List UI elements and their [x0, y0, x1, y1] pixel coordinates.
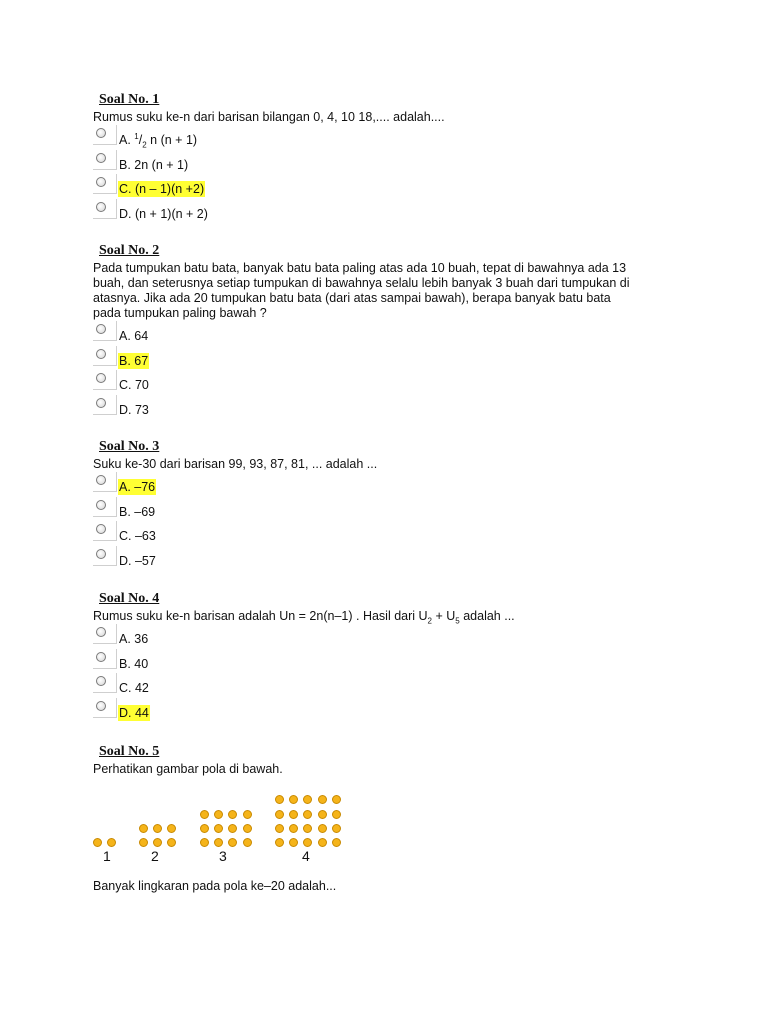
radio-button[interactable]: [96, 676, 106, 686]
option-label-highlighted: B. 67: [119, 353, 149, 368]
radio-button[interactable]: [96, 701, 106, 711]
option-label: A. 36: [119, 632, 149, 646]
option-a[interactable]: [93, 321, 693, 346]
circle-dot: [318, 795, 327, 804]
radio-button[interactable]: [96, 202, 106, 212]
radio-button[interactable]: [96, 153, 106, 163]
radio-button[interactable]: [96, 475, 106, 485]
circle-dot: [303, 838, 312, 847]
option-label: D. –57: [119, 554, 156, 569]
question-5: [93, 743, 693, 777]
circle-dot: [200, 824, 209, 833]
circle-dot: [332, 824, 341, 833]
option-label-highlighted: A. –76: [119, 480, 156, 494]
radio-button[interactable]: [96, 177, 106, 187]
circle-dot: [303, 795, 312, 804]
circle-dot: [228, 824, 237, 833]
radio-button[interactable]: [96, 373, 106, 383]
circle-dot: [214, 810, 223, 819]
question-text: Perhatikan gambar pola di bawah.: [93, 762, 283, 776]
circle-dot: [243, 824, 252, 833]
circle-dot: [275, 795, 284, 804]
radio-button[interactable]: [96, 549, 106, 559]
option-a[interactable]: [93, 472, 693, 497]
radio-button[interactable]: [96, 652, 106, 662]
option-d[interactable]: [93, 546, 693, 571]
circle-dot: [228, 838, 237, 847]
radio-button[interactable]: [96, 500, 106, 510]
circle-dot: [139, 824, 148, 833]
circle-dot: [303, 810, 312, 819]
option-label: B. –69: [119, 504, 156, 519]
radio-button[interactable]: [96, 324, 106, 334]
circle-dot: [228, 810, 237, 819]
option-a[interactable]: [93, 125, 693, 150]
option-label: D. 73: [119, 403, 149, 418]
circle-dot: [93, 838, 102, 847]
pattern-number-label: 2: [151, 848, 159, 864]
circle-dot: [332, 795, 341, 804]
radio-button[interactable]: [96, 524, 106, 534]
circle-dot: [318, 810, 327, 819]
circle-dot: [318, 824, 327, 833]
option-b[interactable]: [93, 649, 693, 674]
option-c[interactable]: [93, 673, 693, 698]
circle-dot: [289, 795, 298, 804]
pattern-group-2: [139, 824, 176, 847]
question-3: [93, 438, 693, 571]
circle-dot: [139, 838, 148, 847]
circle-dot: [167, 824, 176, 833]
option-label: A. $^1/_2$ n (n + 1): [119, 131, 198, 150]
circle-dot: [214, 838, 223, 847]
question-title: Soal No. 4: [99, 591, 160, 606]
question-2: [93, 242, 693, 420]
circle-dot: [200, 838, 209, 847]
circle-dot: [275, 838, 284, 847]
radio-button[interactable]: [96, 398, 106, 408]
circle-dot: [289, 838, 298, 847]
circle-dot: [107, 838, 116, 847]
option-label: B. 2n (n + 1): [119, 157, 189, 172]
option-b[interactable]: [93, 150, 693, 175]
circle-dot: [289, 810, 298, 819]
circle-dot: [214, 824, 223, 833]
question-1: [93, 91, 693, 224]
question-4: [93, 590, 693, 723]
option-label: D. (n + 1)(n + 2): [119, 207, 208, 222]
radio-button[interactable]: [96, 128, 106, 138]
pattern-number-label: 1: [103, 848, 111, 864]
pattern-number-label: 3: [219, 848, 227, 864]
circle-dot: [153, 838, 162, 847]
circle-dot: [332, 810, 341, 819]
circle-dot: [275, 824, 284, 833]
dot-pattern-figure: [93, 789, 393, 869]
question-text: Rumus suku ke-n barisan adalah Un = 2n(n–1) . Hasil dari $U_2 + U_5$ adalah ...: [93, 609, 515, 626]
option-c[interactable]: [93, 370, 693, 395]
circle-dot: [289, 824, 298, 833]
option-d[interactable]: [93, 199, 693, 224]
option-label: C. 42: [119, 681, 149, 696]
circle-dot: [303, 824, 312, 833]
question-title: Soal No. 1: [99, 92, 160, 107]
circle-dot: [275, 810, 284, 819]
circle-dot: [243, 810, 252, 819]
option-label-highlighted: C. (n – 1)(n +2): [119, 182, 205, 197]
question-text: Suku ke-30 dari barisan 99, 93, 87, 81, ... adalah ...: [93, 457, 378, 471]
option-d[interactable]: [93, 395, 693, 420]
option-label: C. –63: [119, 529, 156, 544]
radio-button[interactable]: [96, 349, 106, 359]
closing-question-text: Banyak lingkaran pada pola ke–20 adalah...: [93, 879, 337, 893]
question-title: Soal No. 2: [99, 243, 160, 258]
circle-dot: [200, 810, 209, 819]
circle-dot: [318, 838, 327, 847]
option-a[interactable]: [93, 624, 693, 649]
pattern-number-label: 4: [302, 848, 310, 864]
option-label-highlighted: D. 44: [119, 706, 149, 721]
circle-dot: [167, 838, 176, 847]
option-b[interactable]: [93, 346, 693, 371]
pattern-group-1: [93, 838, 116, 847]
question-title: Soal No. 3: [99, 439, 160, 454]
question-title: Soal No. 5: [99, 744, 160, 759]
option-label: A. 64: [119, 329, 149, 343]
option-b[interactable]: [93, 497, 693, 522]
option-list: [93, 472, 693, 571]
option-c[interactable]: [93, 174, 693, 199]
option-list: [93, 125, 693, 224]
circle-dot: [243, 838, 252, 847]
option-c[interactable]: [93, 521, 693, 546]
circle-dot: [153, 824, 162, 833]
circle-dot: [332, 838, 341, 847]
option-list: [93, 321, 693, 420]
pattern-group-3: [200, 810, 252, 847]
question-text: Pada tumpukan batu bata, banyak batu bata paling atas ada 10 buah, tepat di bawahnya ada 13 buah, dan seterusnya setiap tumpukan di bawahnya selalu lebih banyak 3 buah dari tumpukan di atasnya. Jika ada 20 tumpukan batu bata (dari atas sampai bawah), berapa banyak batu bata pada tumpukan paling bawah ?: [93, 261, 630, 320]
option-d[interactable]: [93, 698, 693, 723]
radio-button[interactable]: [96, 627, 106, 637]
option-label: B. 40: [119, 656, 149, 671]
question-text: Rumus suku ke-n dari barisan bilangan 0, 4, 10 18,.... adalah....: [93, 110, 445, 124]
option-label: C. 70: [119, 378, 149, 393]
pattern-group-4: [275, 795, 341, 847]
option-list: [93, 624, 693, 723]
